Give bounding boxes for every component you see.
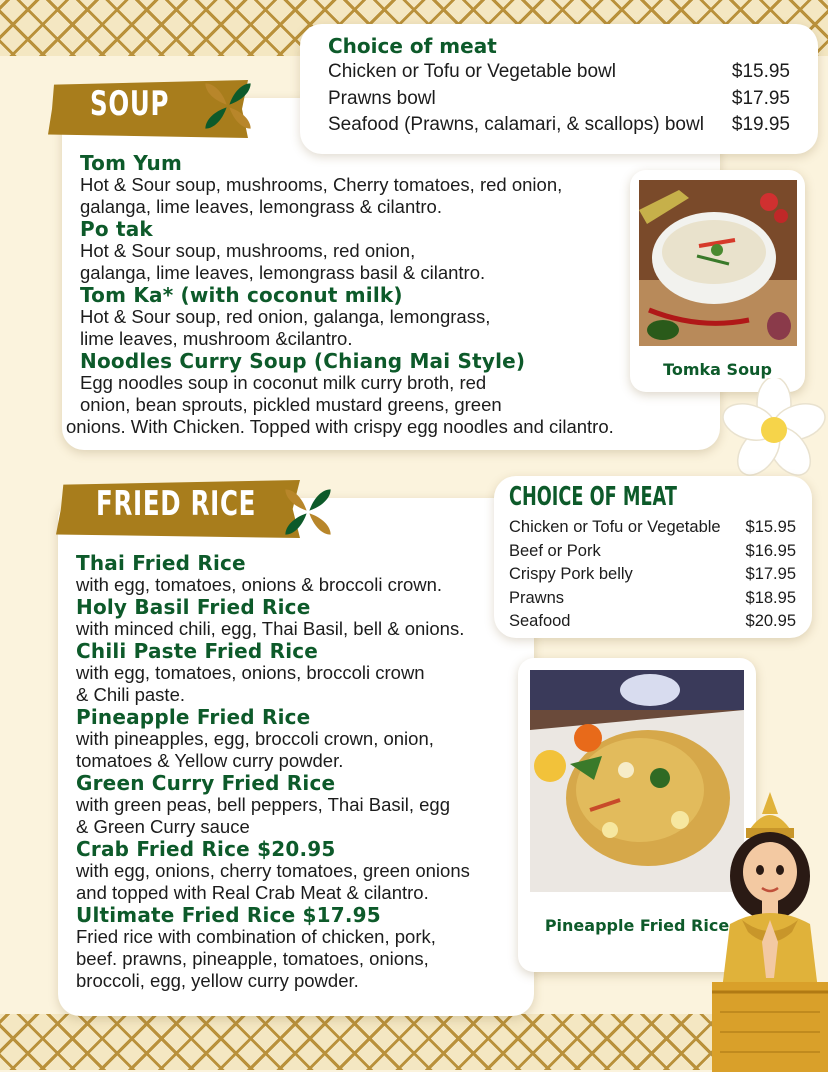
dish-name: Ultimate Fried Rice $17.95 (76, 903, 381, 927)
price-row (509, 587, 796, 611)
price-value: $16.95 (745, 541, 796, 560)
dish-description: onions. With Chicken. Topped with crispy egg noodles and cilantro. (66, 416, 614, 437)
photo-caption: Tomka Soup (663, 360, 772, 379)
price-label: Prawns (509, 588, 565, 607)
dish-name: Pineapple Fried Rice (76, 705, 311, 729)
dish-name: Holy Basil Fried Rice (76, 595, 311, 619)
price-value: $20.95 (745, 612, 796, 630)
dish-description: beef. prawns, pineapple, tomatoes, onions, (76, 948, 429, 969)
dish-description: broccoli, egg, yellow curry powder. (76, 970, 359, 991)
dish-description: Hot & Sour soup, red onion, galanga, lemongrass, (80, 306, 491, 327)
price-value: $19.95 (731, 114, 790, 135)
price-label: Seafood (Prawns, calamari, & scallops) bowl (328, 114, 704, 135)
fried-rice-banner-title: FRIED RICE (96, 484, 257, 524)
leaf-ornament-icon (190, 70, 266, 142)
price-row (328, 86, 790, 113)
soup-menu-list (66, 151, 710, 438)
dish-description: with egg, tomatoes, onions & broccoli crown. (76, 574, 443, 595)
price-row (328, 112, 790, 139)
dish-description: galanga, lime leaves, lemongrass & cilantro. (80, 196, 442, 217)
meat-choice-title: Choice of meat (328, 34, 497, 58)
price-value: $15.95 (745, 518, 796, 536)
price-row (328, 59, 790, 86)
price-label: Beef or Pork (509, 541, 601, 560)
menu-item (76, 706, 526, 772)
price-row (509, 563, 796, 587)
dish-name: Thai Fried Rice (76, 551, 246, 575)
dish-description: lime leaves, mushroom &cilantro. (80, 328, 353, 349)
price-label: Prawns bowl (328, 87, 436, 109)
soup-banner-title: SOUP (90, 84, 170, 124)
menu-item (66, 349, 710, 438)
dish-description: with egg, tomatoes, onions, broccoli crown (76, 662, 425, 683)
menu-item (80, 152, 710, 218)
price-row (509, 540, 796, 564)
dish-description: Hot & Sour soup, mushrooms, Cherry tomatoes, red onion, (80, 174, 563, 195)
dish-description: with egg, onions, cherry tomatoes, green onions (76, 860, 470, 881)
dish-name: Crab Fried Rice $20.95 (76, 837, 336, 861)
dish-description: Egg noodles soup in coconut milk curry broth, red (80, 372, 487, 393)
leaf-ornament-icon (270, 476, 346, 548)
dish-description: galanga, lime leaves, lemongrass basil & cilantro. (80, 262, 486, 283)
menu-item (80, 218, 710, 284)
dish-description: and topped with Real Crab Meat & cilantro. (76, 882, 429, 903)
price-label: Chicken or Tofu or Vegetable (509, 518, 721, 536)
soup-photo (639, 180, 797, 346)
bottom-pattern-band (0, 1014, 828, 1070)
meat-choice-title: CHOICE OF MEAT (509, 482, 677, 512)
thai-girl-illustration (712, 792, 828, 1072)
price-value: $17.95 (745, 565, 796, 583)
menu-item (80, 284, 710, 350)
price-label: Seafood (509, 612, 571, 630)
frangipani-flower-icon (716, 378, 828, 484)
menu-item (76, 904, 526, 992)
dish-description: with minced chili, egg, Thai Basil, bell & onions. (76, 618, 465, 639)
dish-description: tomatoes & Yellow curry powder. (76, 750, 344, 771)
menu-item (76, 596, 526, 640)
dish-name: Noodles Curry Soup (Chiang Mai Style) (80, 349, 526, 373)
dish-description: & Chili paste. (76, 684, 185, 705)
dish-name: Tom Yum (80, 151, 183, 175)
dish-description: & Green Curry sauce (76, 816, 250, 837)
menu-item (76, 772, 526, 838)
dish-description: Fried rice with combination of chicken, pork, (76, 926, 436, 947)
price-label: Crispy Pork belly (509, 565, 633, 583)
dish-name: Tom Ka* (with coconut milk) (80, 283, 403, 307)
price-row (509, 610, 796, 634)
menu-item (76, 640, 526, 706)
menu-item (76, 552, 526, 596)
meat-choice-card-top (300, 24, 818, 154)
menu-item (76, 838, 526, 904)
dish-name: Po tak (80, 217, 153, 241)
dish-description: with pineapples, egg, broccoli crown, onion, (76, 728, 434, 749)
dish-name: Chili Paste Fried Rice (76, 639, 319, 663)
price-label: Chicken or Tofu or Vegetable bowl (328, 61, 616, 82)
price-row (509, 516, 796, 540)
price-value: $18.95 (745, 588, 796, 607)
meat-choice-card-side (494, 476, 812, 638)
tomka-soup-photo-card (630, 170, 805, 392)
dish-description: with green peas, bell peppers, Thai Basil, egg (76, 794, 451, 815)
dish-name: Green Curry Fried Rice (76, 771, 336, 795)
price-value: $15.95 (731, 61, 790, 82)
photo-caption: Pineapple Fried Rice (544, 916, 730, 935)
dish-description: Hot & Sour soup, mushrooms, red onion, (80, 240, 416, 261)
dish-description: onion, bean sprouts, pickled mustard greens, green (80, 394, 502, 415)
fried-rice-menu-list (76, 552, 526, 992)
price-value: $17.95 (731, 87, 790, 109)
